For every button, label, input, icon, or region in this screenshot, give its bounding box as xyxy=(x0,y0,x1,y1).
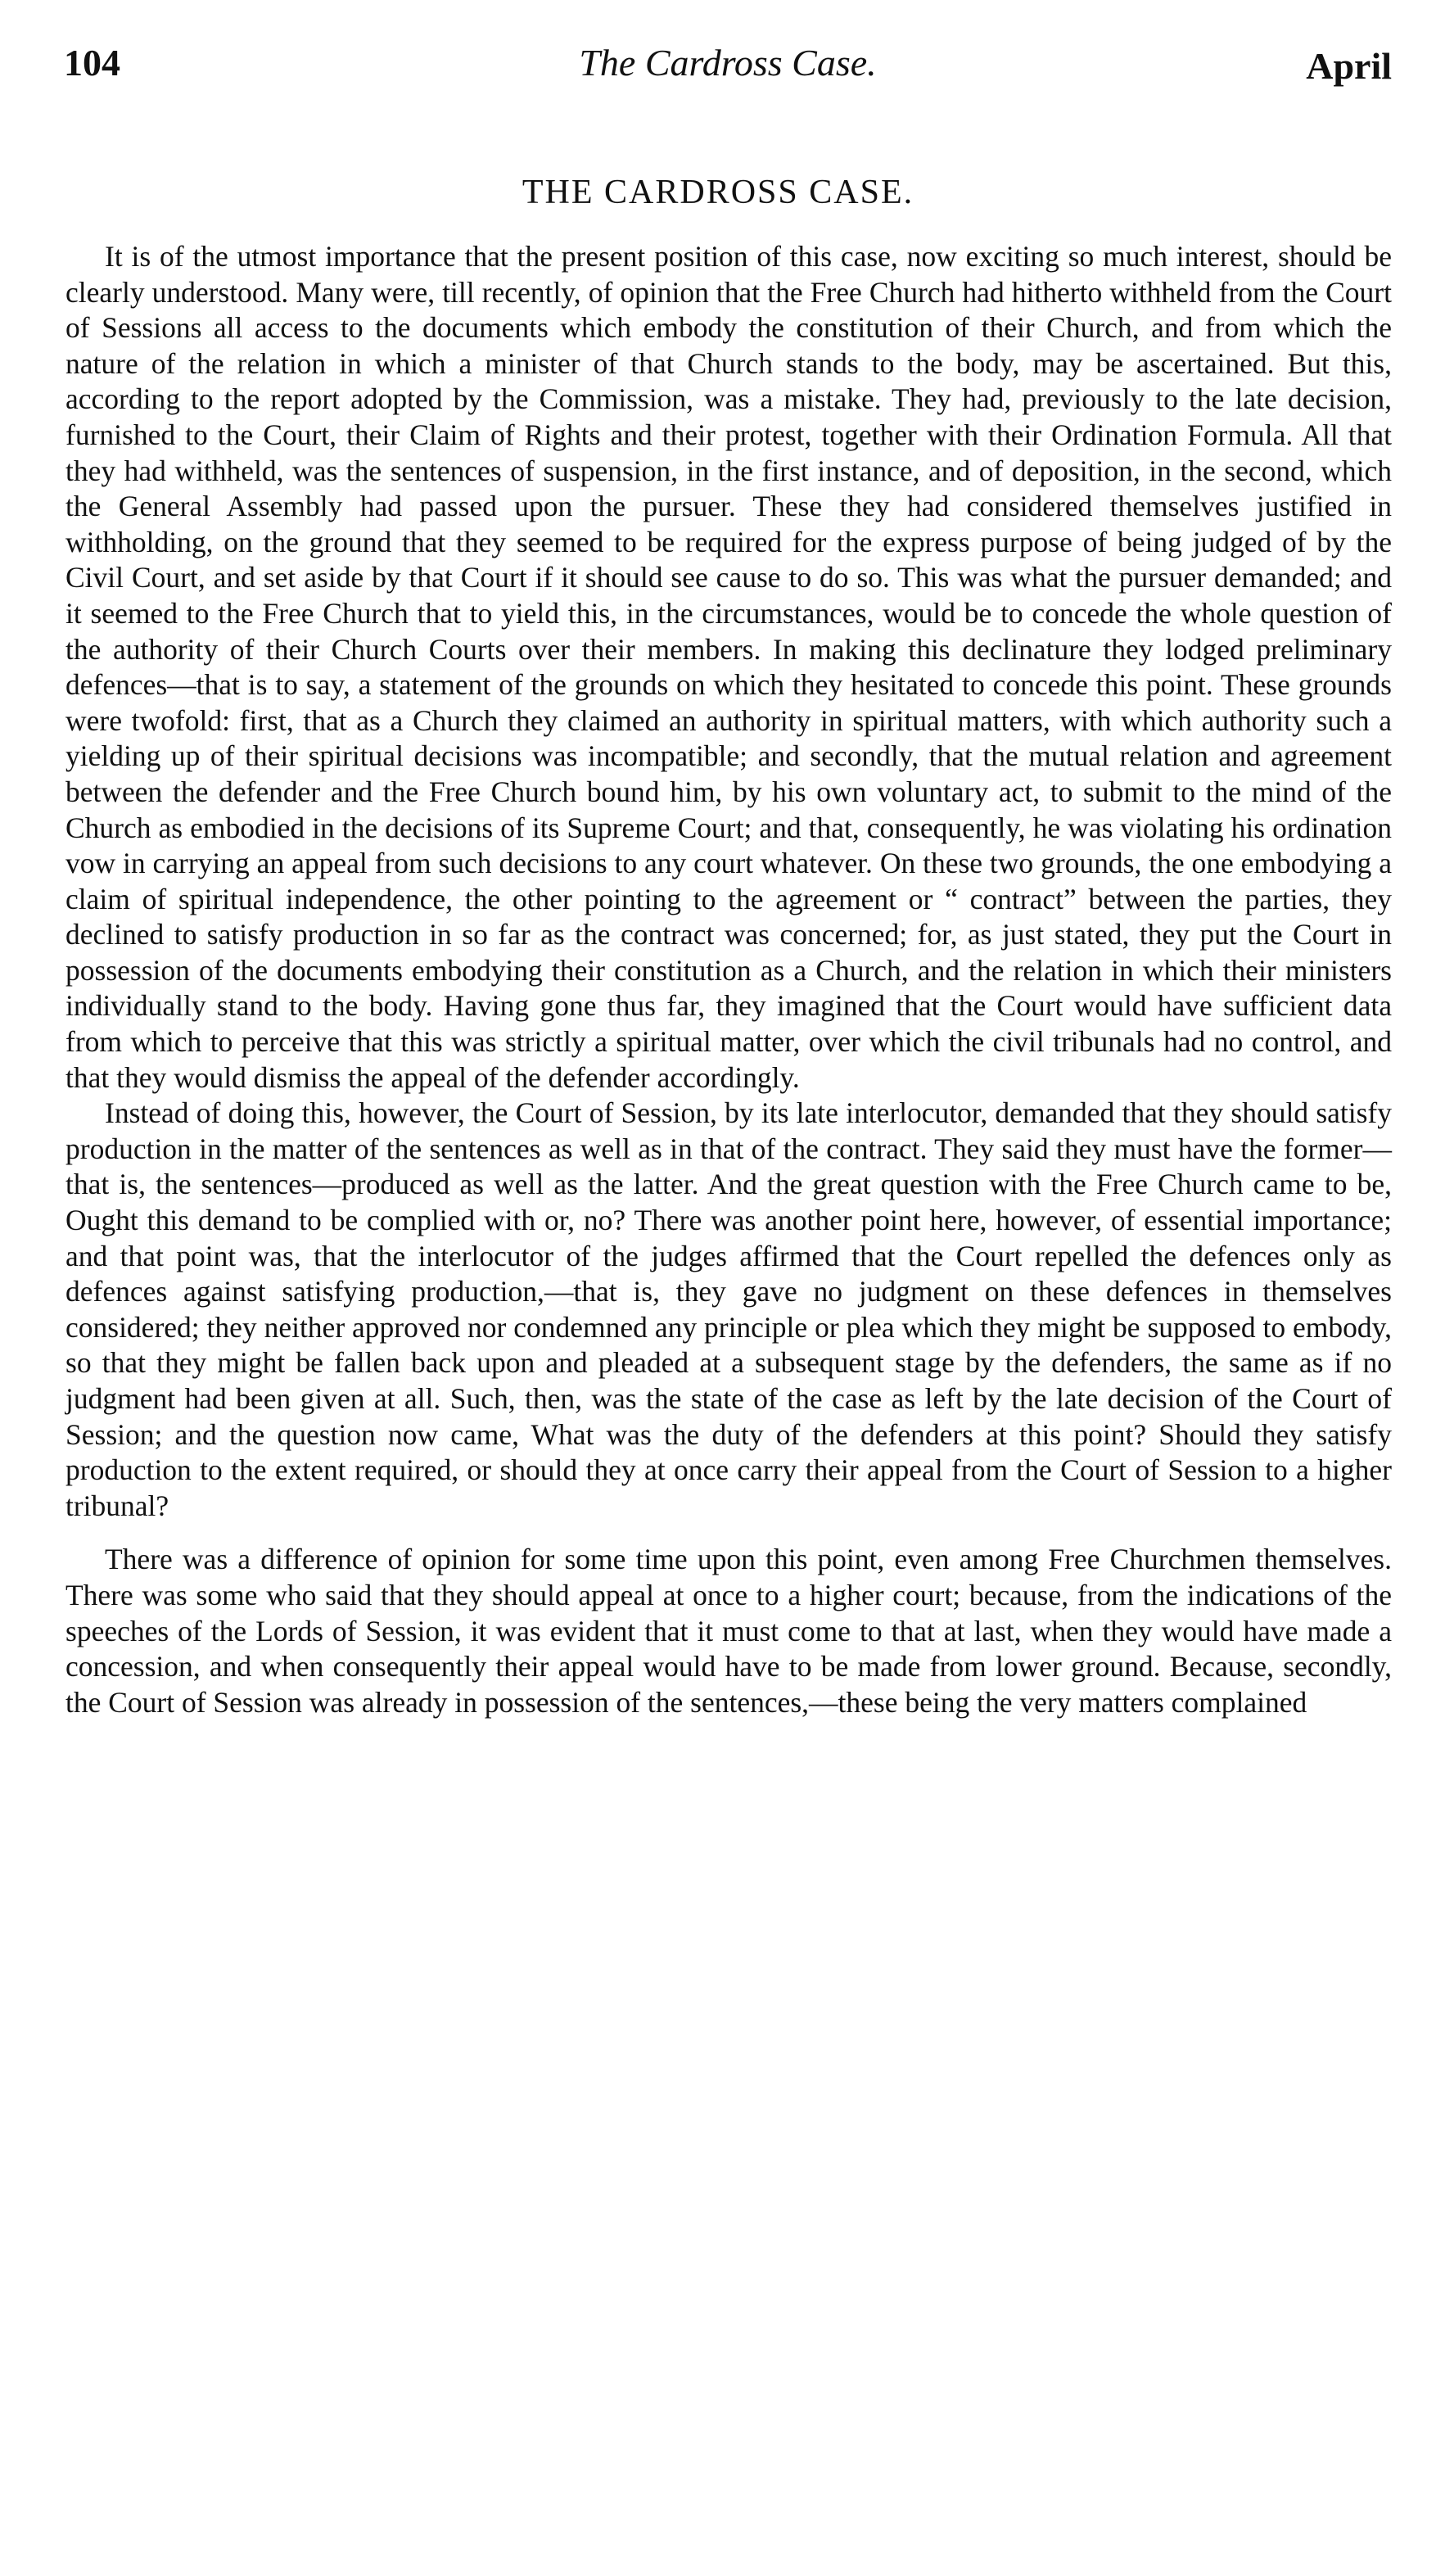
paragraph: It is of the utmost importance that the present position of this case, now exciting so much interest, should be clearly understood. Many were, till recently, of opinion that the Free Church had hitherto withheld from the Court of Sessions all access to the documents which embody the constitution of their Church, and from which the nature of the relation in which a minister of that Church stands to the body, may be ascertained. But this, according to the report adopted by the Commission, was a mistake. They had, previously to the late decision, furnished to the Court, their Claim of Rights and their protest, together with their Ordination Formula. All that they had withheld, was the sentences of suspension, in the first instance, and of deposition, in the second, which the General Assembly had passed upon the pursuer. These they had considered themselves justified in withholding, on the ground that they seemed to be required for the express purpose of being judged of by the Civil Court, and set aside by that Court if it should see cause to do so. This was what the pursuer demanded; and it seemed to the Free Church that to yield this, in the circumstances, would be to concede the whole question of the authority of their Church Courts over their members. In making this declinature they lodged preliminary defences—that is to say, a statement of the grounds on which they hesitated to concede this point. These grounds were twofold: first, that as a Church they claimed an authority in spiritual matters, with which authority such a yielding up of their spiritual decisions was incompatible; and secondly, that the mutual relation and agreement between the defender and the Free Church bound him, by his own voluntary act, to submit to the mind of the Church as embodied in the decisions of its Supreme Court; and that, consequently, he was violating his ordination vow in carrying an appeal from such decisions to any court whatever. On these two grounds, the one embodying a claim of spiritual independence, the other pointing to the agreement or “ contract” between the parties, they declined to satisfy production in so far as the contract was concerned; for, as just stated, they put the Court in possession of the documents embodying their constitution as a Church, and the relation in which their ministers individually stand to the body. Having gone thus far, they imagined that the Court would have sufficient data from which to perceive that this was strictly a spiritual matter, over which the civil tribunals had no control, and that they would dismiss the appeal of the defender accordingly. xyxy=(65,240,1392,1094)
article-body xyxy=(65,239,1392,1720)
paragraph: Instead of doing this, however, the Court of Session, by its late interlocutor, demanded that they should satisfy production in the matter of the sentences as well as in that of the contract. They said they must have the former— that is, the sentences—produced as well as the latter. And the great question with the Free Church came to be, Ought this demand to be complied with or, no? There was another point here, however, of essential importance; and that point was, that the interlocutor of the judges affirmed that the Court repelled the defences only as defences against satisfying production,—that is, they gave no judgment on these defences in themselves considered; they neither approved nor condemned any principle or plea which they might be supposed to embody, so that they might be fallen back upon and pleaded at a subsequent stage by the defenders, the same as if no judgment had been given at all. Such, then, was the state of the case as left by the late decision of the Court of Session; and the question now came, What was the duty of the defenders at this point? Should they satisfy production to the extent required, or should they at once carry their appeal from the Court of Session to a higher tribunal? xyxy=(65,1096,1392,1522)
running-month: April xyxy=(1306,45,1392,87)
page-number: 104 xyxy=(64,42,120,84)
article-title: THE CARDROSS CASE. xyxy=(522,174,914,211)
running-head xyxy=(64,34,1392,92)
paragraph: There was a difference of opinion for some time upon this point, even among Free Churchmen themselves. There was some who said that they should appeal at once to a higher court; because, from the indications of the speeches of the Lords of Session, it was evident that it must come to that at last, when they would have made a concession, and when consequently their appeal would have to be made from lower ground. Because, secondly, the Court of Session was already in possession of the sentences,—these being the very matters complained xyxy=(65,1543,1392,1719)
running-title: The Cardross Case. xyxy=(579,42,877,84)
